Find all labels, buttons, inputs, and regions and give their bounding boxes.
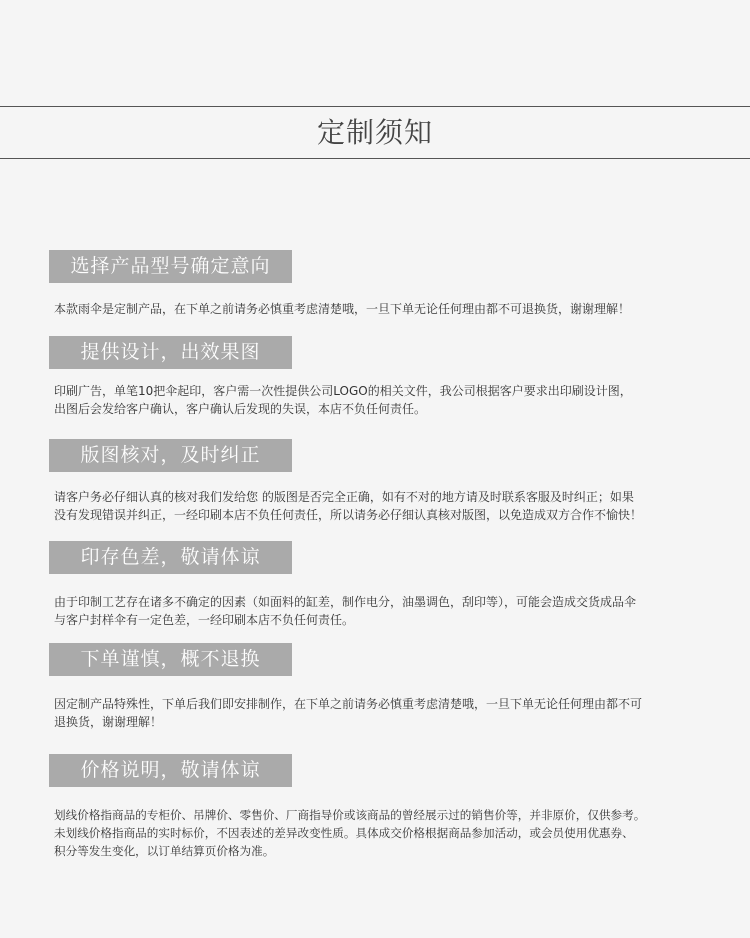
page-title: 定制须知 [316,116,433,149]
section-provide-design [49,336,739,418]
section-color-difference [49,541,739,629]
body-line: 划线价格指商品的专柜价、吊牌价、零售价、厂商指导价或该商品的曾经展示过的销售价等，并非原价，仅供参考。 [54,808,646,822]
section-header: 选择产品型号确定意向 [49,250,292,283]
section-header: 版图核对，及时纠正 [49,439,292,472]
section-body [54,382,734,418]
body-line: 积分等发生变化，以订单结算页价格为准。 [54,844,275,858]
section-body [54,300,734,318]
body-line: 未划线价格指商品的实时标价，不因表述的差异改变性质。具体成交价格根据商品参加活动，或会员使用优惠券、 [54,826,634,840]
section-proof-check [49,439,739,524]
body-line: 退换货，谢谢理解！ [54,715,163,729]
body-line: 印刷广告，单笔10把伞起印，客户需一次性提供公司LOGO的相关文件，我公司根据客户要求出印刷设计图， [54,384,632,398]
section-no-return [49,643,739,731]
body-line: 没有发现错误并纠正，一经印刷本店不负任何责任，所以请务必仔细认真核对版图，以免造成双方合作不愉快！ [54,508,643,522]
section-body [54,695,734,731]
title-band [0,106,750,159]
section-body [54,593,734,629]
section-header: 印存色差，敬请体谅 [49,541,292,574]
section-body [54,806,734,860]
section-header: 价格说明，敬请体谅 [49,754,292,787]
body-line: 出图后会发给客户确认，客户确认后发现的失误，本店不负任何责任。 [54,402,427,416]
body-line: 本款雨伞是定制产品，在下单之前请务必慎重考虑清楚哦，一旦下单无论任何理由都不可退换货，谢谢理解！ [54,302,631,316]
section-header: 下单谨慎，概不退换 [49,643,292,676]
body-line: 请客户务必仔细认真的核对我们发给您 的版图是否完全正确，如有不对的地方请及时联系客服及时纠正；如果 [54,490,634,504]
body-line: 因定制产品特殊性，下单后我们即安排制作，在下单之前请务必慎重考虑清楚哦，一旦下单无论任何理由都不可 [54,697,643,711]
body-line: 由于印制工艺存在诸多不确定的因素（如面料的缸差，制作电分，油墨调色，刮印等），可能会造成交货成品伞 [54,595,637,609]
section-body [54,488,734,524]
body-line: 与客户封样伞有一定色差，一经印刷本店不负任何责任。 [54,613,355,627]
section-price-note [49,754,739,860]
section-header: 提供设计，出效果图 [49,336,292,369]
section-choose-model [49,250,739,318]
